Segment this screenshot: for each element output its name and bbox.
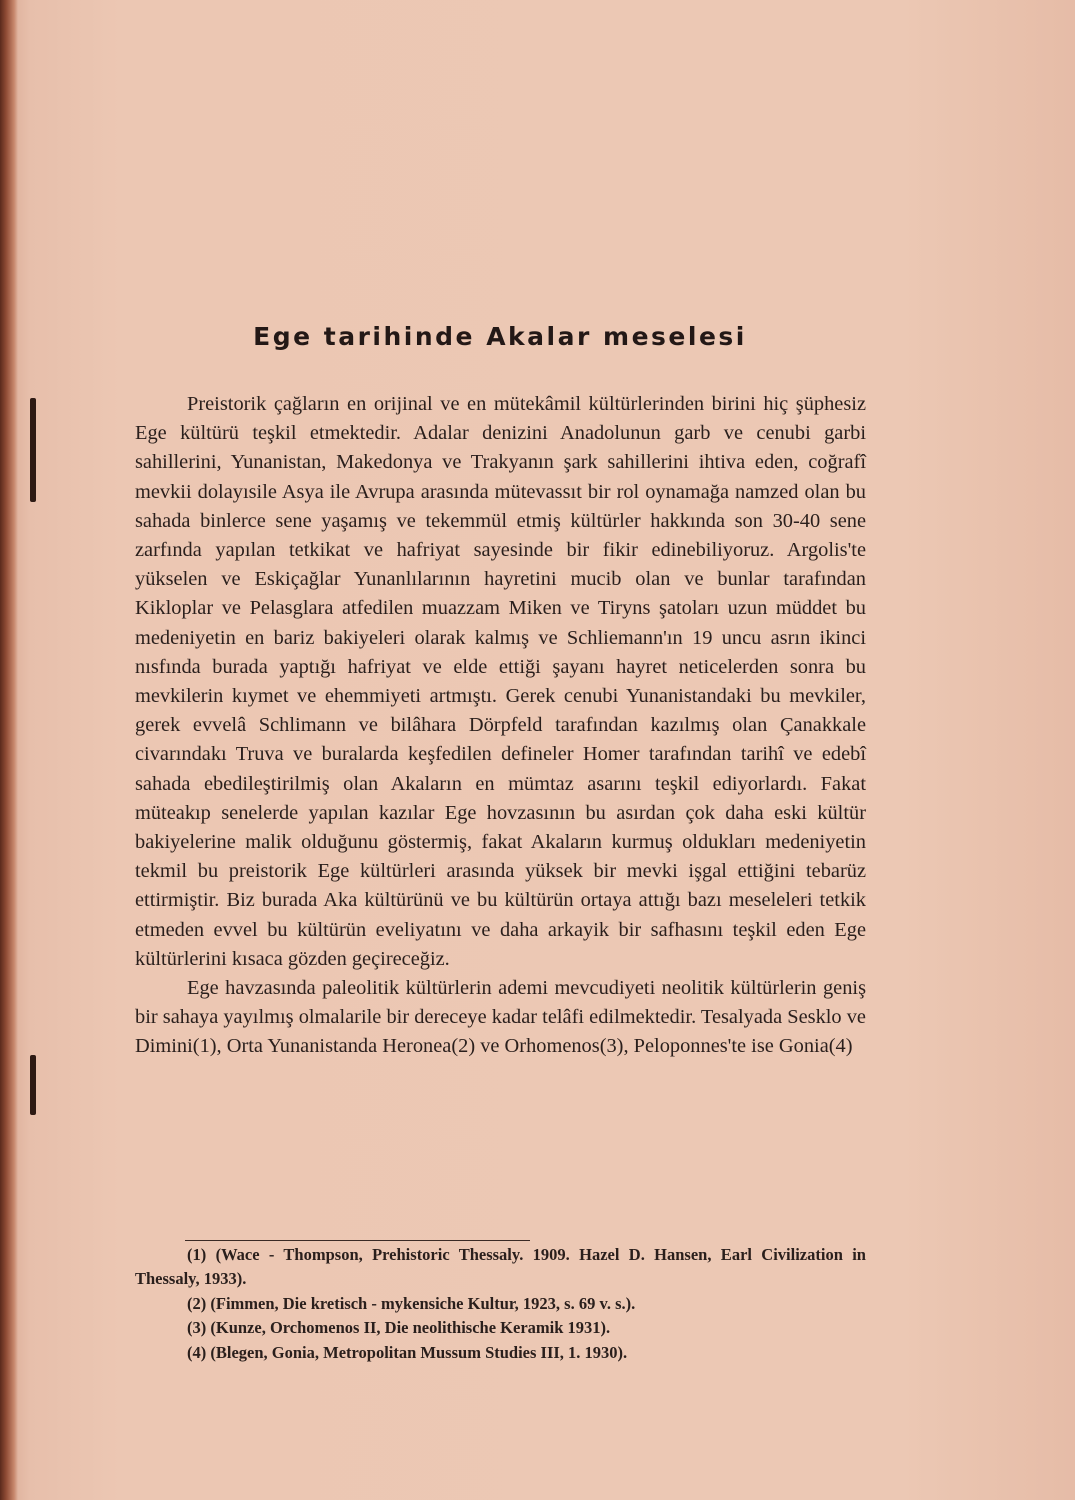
footnote: (1) (Wace - Thompson, Prehistoric Thessaly. 1909. Hazel D. Hansen, Earl Civilization in Thessaly, 1933). — [135, 1245, 866, 1289]
binding-mark — [30, 1055, 36, 1115]
article-body — [135, 390, 866, 1062]
footnote: (3) (Kunze, Orchomenos II, Die neolithische Keramik 1931). — [187, 1318, 611, 1338]
binding-mark — [30, 398, 36, 502]
footnote: (4) (Blegen, Gonia, Metropolitan Mussum Studies III, 1. 1930). — [187, 1342, 628, 1362]
body-paragraph: Preistorik çağların en orijinal ve en mütekâmil kültürlerinden birini hiç şüphesiz Ege kültürü teşkil etmektedir. Adalar denizini Anadolunun garb ve cenubi garbi sahillerini, Yunanistan, Makedonya ve Trakyanın şark sahillerini ihtiva eden, coğrafî mevkii dolayısile Asya ile Avrupa arasında mütevassıt bir rol oynamağa namzed olan bu sahada binlerce sene yaşamış ve tekemmül etmiş kültürler hakkında son 30-40 sene zarfında yapılan tetkikat ve hafriyat sayesinde bir fikir edinebiliyoruz. Argolis'te yükselen ve Eskiçağlar Yunanlılarının hayretini mucib olan ve bunlar tarafından Kikloplar ve Pelasglara atfedilen muazzam Miken ve Tiryns şatoları uzun müddet bu medeniyetin en bariz bakiyeleri olarak kalmış ve Schliemann'ın 19 uncu asrın ikinci nısfında burada yaptığı hafriyat ve elde ettiği şayanı hayret neticelerden sonra bu mevkilerin kıymet ve ehemmiyeti artmıştı. Gerek cenubi Yunanistandaki bu mevkiler, gerek evvelâ Schlimann ve bilâhara Dörpfeld tarafından kazılmış olan Çanakkale civarındakı Truva ve buralarda keşfedilen defineler Homer tarafından tarihî ve edebî sahada ebedileştirilmiş olan Akaların en mümtaz asarını teşkil ediyorlardı. Fakat müteakıp senelerde yapılan kazılar Ege hovzasının bu asırdan çok daha eski kültür bakiyelerine malik olduğunu göstermiş, fakat Akaların kurmuş oldukları medeniyetin tekmil bu preistorik Ege kültürleri arasında yüksek bir mevki işgal ettiğini tebarüz ettirmiştir. Biz burada Aka kültürünü ve bu kültürün ortaya attığı bazı meseleleri tetkik etmeden evvel bu kültürün eveliyatını ve daha arkayik bir safhasını teşkil eden Ege kültürlerini kısaca gözden geçireceğiz. — [135, 393, 866, 970]
footnote-rule — [185, 1240, 530, 1241]
footnotes — [135, 1243, 866, 1365]
footnote: (2) (Fimmen, Die kretisch - mykensiche Kultur, 1923, s. 69 v. s.). — [187, 1293, 636, 1313]
body-paragraph: Ege havzasında paleolitik kültürlerin ademi mevcudiyeti neolitik kültürlerin geniş bir sahaya yayılmış olmalarile bir dereceye kadar telâfi edilmektedir. Tesalyada Sesklo ve Dimini(1), Orta Yunanistanda Heronea(2) ve Orhomenos(3), Peloponnes'te ise Gonia(4) — [135, 977, 866, 1058]
page-spine-edge — [0, 0, 18, 1500]
article-title: Ege tarihinde Akalar meselesi — [253, 322, 747, 351]
